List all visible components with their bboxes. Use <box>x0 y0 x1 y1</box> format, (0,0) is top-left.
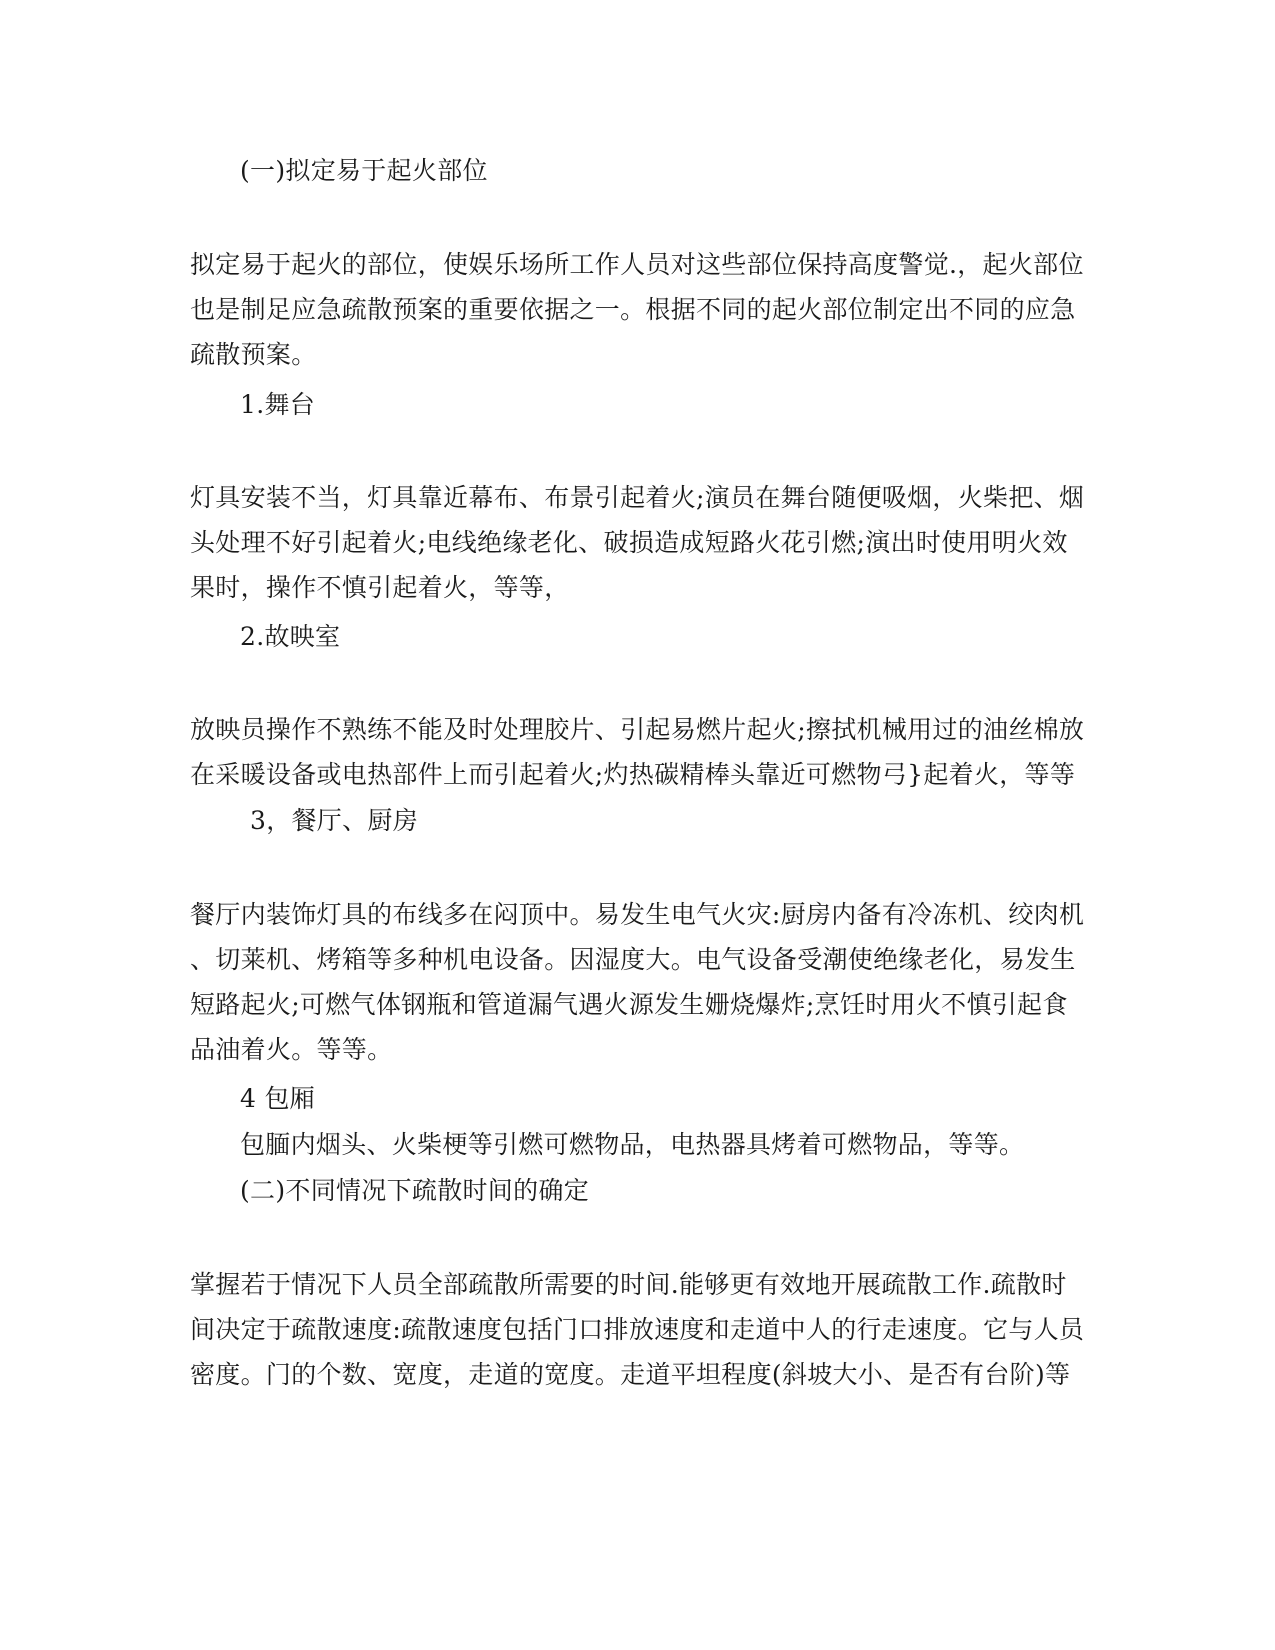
section-heading: (二)不同情况下疏散时间的确定 <box>240 1176 590 1205</box>
paragraph-line: 果时，操作不慎引起着火，等等， <box>190 573 570 602</box>
item-heading: 1.舞台 <box>240 390 316 419</box>
paragraph-line: 灯具安装不当，灯具靠近幕布、布景引起着火;演员在舞台随便吸烟，火柴把、烟 <box>190 483 1085 512</box>
paragraph-line: 在采暖设备或电热部件上而引起着火;灼热碳精棒头靠近可燃物弓}起着火，等等 <box>190 760 1076 789</box>
paragraph-line: 也是制足应急疏散预案的重要依据之一。根据不同的起火部位制定出不同的应急 <box>190 295 1076 324</box>
paragraph-line: 包腼内烟头、火柴梗等引燃可燃物品，电热器具烤着可燃物品，等等。 <box>240 1130 1025 1159</box>
item-heading: 2.故映室 <box>240 622 341 651</box>
paragraph-line: 疏散预案。 <box>190 340 317 369</box>
paragraph-line: 放映员操作不熟练不能及时处理胶片、引起易燃片起火;擦拭机械用过的油丝棉放 <box>190 715 1085 744</box>
paragraph-line: 间决定于疏散速度:疏散速度包括门口排放速度和走道中人的行走速度。它与人员 <box>190 1315 1085 1344</box>
paragraph-line: 餐厅内装饰灯具的布线多在闷顶中。易发生电气火灾:厨房内备有冷冻机、绞肉机 <box>190 900 1085 929</box>
paragraph-line: 拟定易于起火的部位，使娱乐场所工作人员对这些部位保持高度警觉.，起火部位 <box>190 250 1084 279</box>
paragraph-line: 品油着火。等等。 <box>190 1035 393 1064</box>
item-heading: 3，餐厅、厨房 <box>250 806 419 835</box>
paragraph-line: 头处理不好引起着火;电线绝缘老化、破损造成短路火花引燃;演出时使用明火效 <box>190 528 1068 557</box>
item-heading: 4 包厢 <box>240 1084 316 1113</box>
paragraph-line: 短路起火;可燃气体钢瓶和管道漏气遇火源发生姗烧爆炸;烹饪时用火不慎引起食 <box>190 990 1068 1019</box>
paragraph-line: 密度。门的个数、宽度，走道的宽度。走道平坦程度(斜坡大小、是否有台阶)等 <box>190 1360 1071 1389</box>
paragraph-line: 掌握若于情况下人员全部疏散所需要的时间.能够更有效地开展疏散工作.疏散时 <box>190 1270 1067 1299</box>
paragraph-line: 、切莱机、烤箱等多种机电设备。因湿度大。电气设备受潮使绝缘老化，易发生 <box>190 945 1076 974</box>
section-heading: (一)拟定易于起火部位 <box>240 156 488 185</box>
